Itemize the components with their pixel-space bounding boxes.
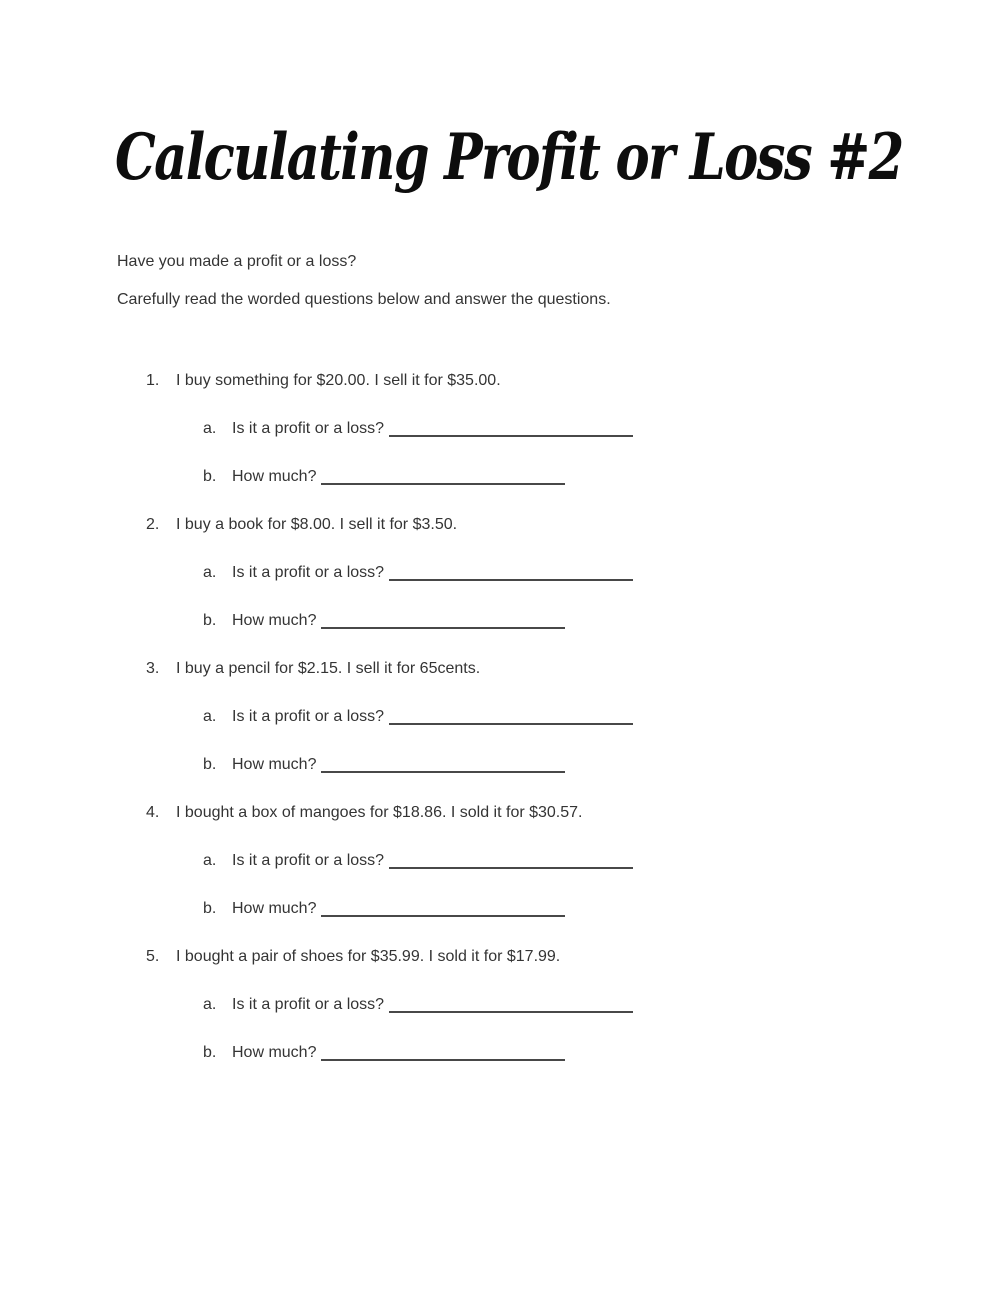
question-1-sub-b-label: b. bbox=[203, 467, 217, 485]
question-1-sub-b-answer-blank[interactable] bbox=[321, 469, 565, 485]
question-1-sub-a bbox=[115, 418, 940, 439]
question-4-text: I bought a box of mangoes for $18.86. I sold it for $30.57. bbox=[176, 803, 583, 821]
question-4-sub-a-answer-blank[interactable] bbox=[389, 853, 633, 869]
question-3 bbox=[115, 658, 940, 679]
question-5-sub-b-label: b. bbox=[203, 1043, 217, 1061]
question-5 bbox=[115, 946, 940, 967]
question-2-sub-b-prompt: How much? bbox=[232, 611, 317, 629]
intro-line-1: Have you made a profit or a loss? bbox=[117, 252, 357, 270]
question-2-sub-a bbox=[115, 562, 940, 583]
question-2-sub-b-answer-blank[interactable] bbox=[321, 613, 565, 629]
question-2-sub-a-answer-blank[interactable] bbox=[389, 565, 633, 581]
question-5-sub-a-answer-blank[interactable] bbox=[389, 997, 633, 1013]
question-5-sub-b-prompt: How much? bbox=[232, 1043, 317, 1061]
question-1-sub-a-prompt: Is it a profit or a loss? bbox=[232, 419, 385, 437]
intro-section bbox=[115, 252, 940, 310]
question-2-sub-a-label: a. bbox=[203, 563, 217, 581]
question-4-sub-b-prompt: How much? bbox=[232, 899, 317, 917]
question-3-sub-a bbox=[115, 706, 940, 727]
question-3-sub-a-prompt: Is it a profit or a loss? bbox=[232, 707, 385, 725]
question-3-sub-a-answer-blank[interactable] bbox=[389, 709, 633, 725]
question-5-text: I bought a pair of shoes for $35.99. I sold it for $17.99. bbox=[176, 947, 561, 965]
question-2 bbox=[115, 514, 940, 535]
question-4 bbox=[115, 802, 940, 823]
question-3-sub-b-label: b. bbox=[203, 755, 217, 773]
question-1-sub-b bbox=[115, 466, 940, 487]
intro-line-2: Carefully read the worded questions below and answer the questions. bbox=[117, 290, 611, 308]
question-2-sub-b-label: b. bbox=[203, 611, 217, 629]
question-2-number: 2. bbox=[146, 515, 160, 533]
question-1-sub-a-label: a. bbox=[203, 419, 217, 437]
question-2-sub-b bbox=[115, 610, 940, 631]
question-4-sub-a bbox=[115, 850, 940, 871]
question-4-sub-a-prompt: Is it a profit or a loss? bbox=[232, 851, 385, 869]
question-2-text: I buy a book for $8.00. I sell it for $3.50. bbox=[176, 515, 458, 533]
question-3-number: 3. bbox=[146, 659, 160, 677]
question-1-number: 1. bbox=[146, 371, 160, 389]
question-3-text: I buy a pencil for $2.15. I sell it for 65cents. bbox=[176, 659, 481, 677]
question-4-sub-b-label: b. bbox=[203, 899, 217, 917]
question-5-sub-a bbox=[115, 994, 940, 1015]
question-1 bbox=[115, 370, 940, 391]
question-1-sub-a-answer-blank[interactable] bbox=[389, 421, 633, 437]
question-4-sub-b-answer-blank[interactable] bbox=[321, 901, 565, 917]
question-4-number: 4. bbox=[146, 803, 160, 821]
question-1-sub-b-prompt: How much? bbox=[232, 467, 317, 485]
question-3-sub-b bbox=[115, 754, 940, 775]
question-1-text: I buy something for $20.00. I sell it for $35.00. bbox=[176, 371, 501, 389]
question-3-sub-a-label: a. bbox=[203, 707, 217, 725]
question-3-sub-b-prompt: How much? bbox=[232, 755, 317, 773]
question-3-sub-b-answer-blank[interactable] bbox=[321, 757, 565, 773]
question-5-sub-a-label: a. bbox=[203, 995, 217, 1013]
question-list bbox=[115, 370, 940, 1063]
question-5-sub-b bbox=[115, 1042, 940, 1063]
question-4-sub-b bbox=[115, 898, 940, 919]
question-2-sub-a-prompt: Is it a profit or a loss? bbox=[232, 563, 385, 581]
worksheet-title: Calculating Profit or Loss #2 bbox=[115, 120, 903, 195]
question-4-sub-a-label: a. bbox=[203, 851, 217, 869]
question-5-sub-a-prompt: Is it a profit or a loss? bbox=[232, 995, 385, 1013]
question-5-number: 5. bbox=[146, 947, 160, 965]
question-5-sub-b-answer-blank[interactable] bbox=[321, 1045, 565, 1061]
